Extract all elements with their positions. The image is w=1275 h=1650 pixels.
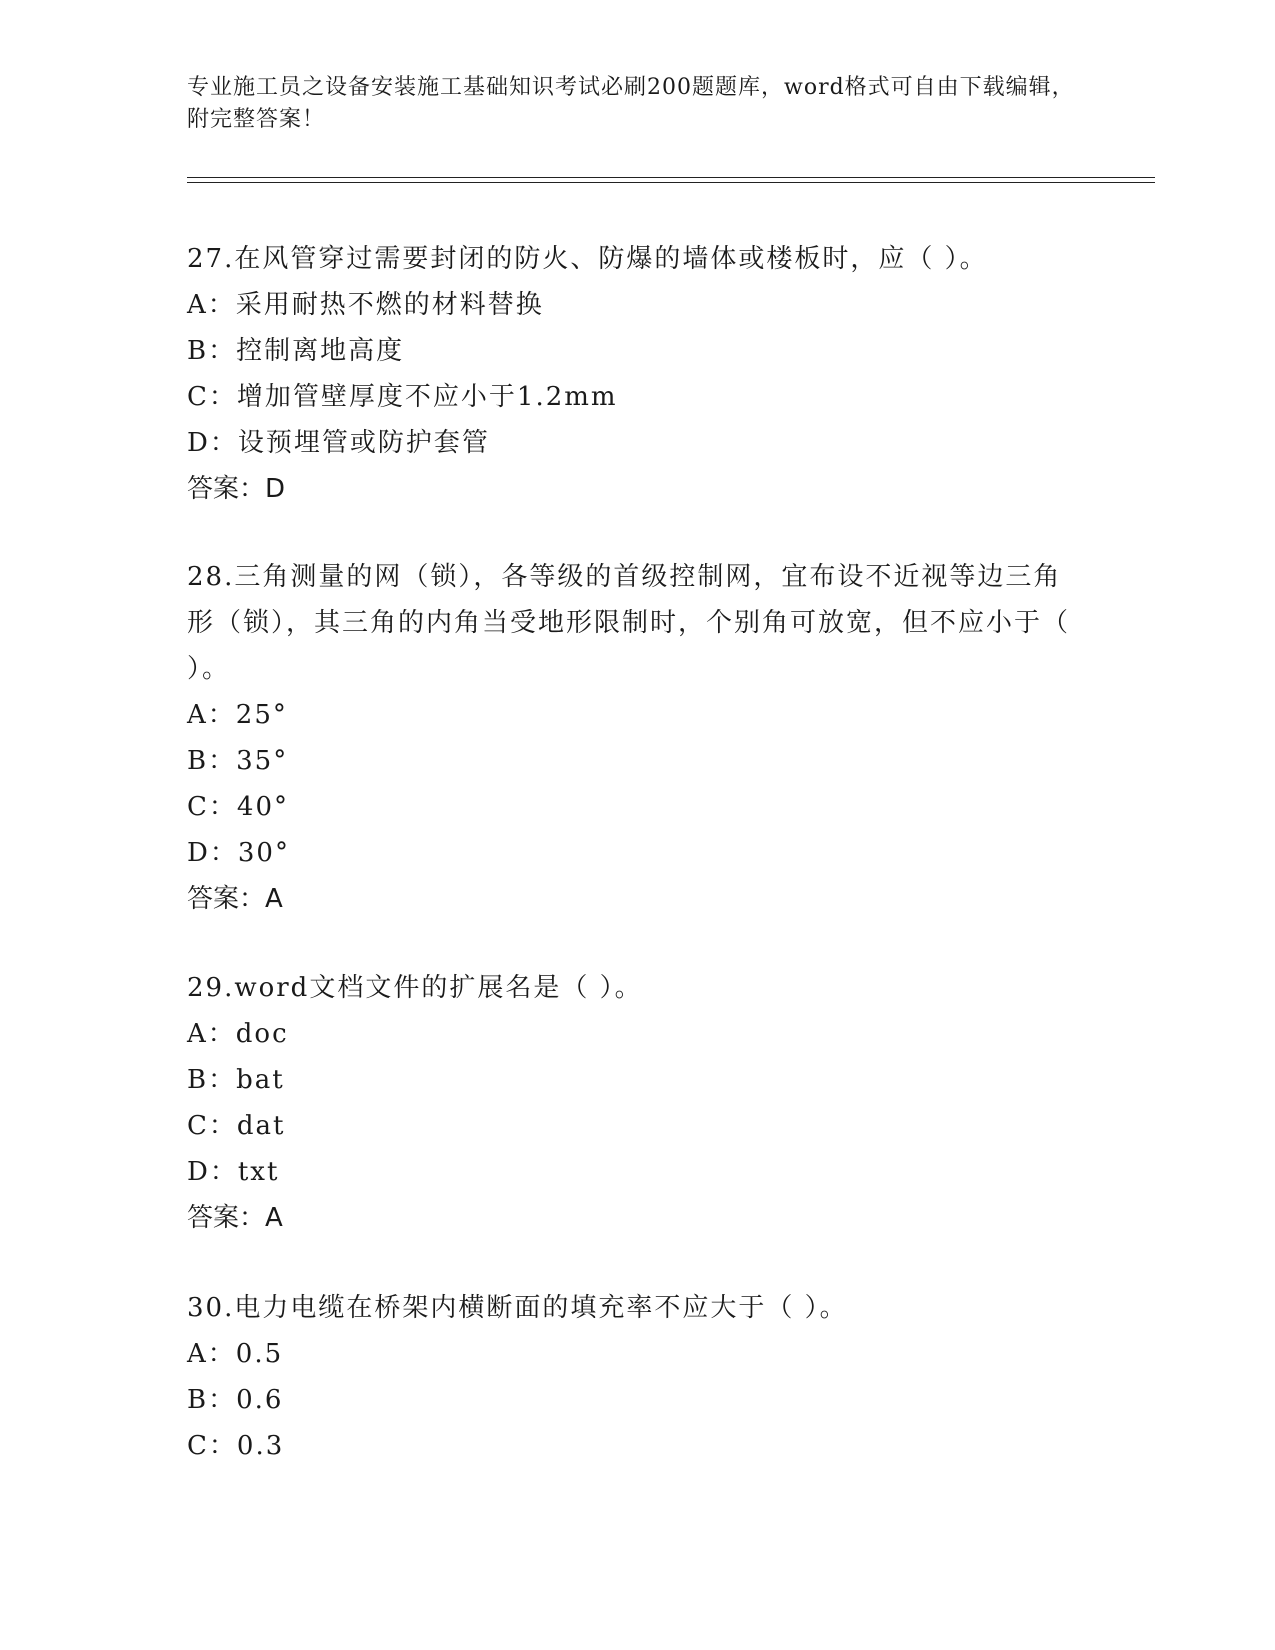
option-text: 35°: [236, 746, 289, 776]
option-b: [187, 738, 1087, 784]
option-text: txt: [237, 1157, 280, 1187]
document-header: 专业施工员之设备安装施工基础知识考试必刷200题题库，word格式可自由下载编辑，附完整答案！: [187, 75, 1075, 132]
question-28: [187, 554, 1087, 922]
option-c: [187, 374, 1087, 420]
answer-line: 答案：D: [187, 474, 286, 504]
option-label: A：: [187, 1339, 236, 1369]
option-label: B：: [187, 336, 237, 366]
option-text: 30°: [237, 838, 290, 868]
option-label: C：: [187, 1111, 237, 1141]
option-text: bat: [236, 1065, 285, 1095]
option-text: 设预埋管或防护套管: [237, 428, 490, 458]
option-text: 40°: [236, 792, 289, 822]
option-c: [187, 1423, 1087, 1469]
option-label: B：: [187, 746, 237, 776]
option-text: 采用耐热不燃的材料替换: [235, 290, 544, 320]
option-label: A：: [187, 700, 236, 730]
option-text: 控制离地高度: [236, 336, 405, 366]
question-30: [187, 1285, 1087, 1469]
option-b: [187, 328, 1087, 374]
option-a: [187, 1331, 1087, 1377]
option-c: [187, 1103, 1087, 1149]
answer-line: 答案：A: [187, 1203, 283, 1233]
option-label: A：: [187, 1019, 236, 1049]
option-label: D：: [187, 428, 238, 458]
option-a: [187, 1011, 1087, 1057]
option-text: dat: [236, 1111, 286, 1141]
option-text: doc: [235, 1019, 289, 1049]
option-label: D：: [187, 838, 238, 868]
option-d: [187, 830, 1087, 876]
option-label: B：: [187, 1065, 237, 1095]
option-label: C：: [187, 792, 237, 822]
option-text: 0.3: [236, 1431, 285, 1461]
header-rule-bottom: [187, 182, 1155, 183]
question-text: 28.三角测量的网（锁），各等级的首级控制网，宜布设不近视等边三角形（锁），其三角的内角当受地形限制时，个别角可放宽，但不应小于（ ）。: [187, 562, 1071, 684]
option-text: 0.6: [236, 1385, 284, 1415]
question-27: [187, 236, 1087, 512]
question-text: 30.电力电缆在桥架内横断面的填充率不应大于（ ）。: [187, 1293, 848, 1323]
option-label: C：: [187, 1431, 237, 1461]
option-b: [187, 1377, 1087, 1423]
option-text: 25°: [235, 700, 288, 730]
option-b: [187, 1057, 1087, 1103]
option-a: [187, 692, 1087, 738]
option-text: 增加管壁厚度不应小于1.2mm: [236, 382, 618, 412]
option-label: D：: [187, 1157, 238, 1187]
option-label: C：: [187, 382, 237, 412]
answer-line: 答案：A: [187, 884, 283, 914]
option-label: A：: [187, 290, 236, 320]
option-label: B：: [187, 1385, 237, 1415]
option-d: [187, 420, 1087, 466]
option-d: [187, 1149, 1087, 1195]
question-text: 27.在风管穿过需要封闭的防火、防爆的墙体或楼板时，应（ ）。: [187, 244, 988, 274]
option-a: [187, 282, 1087, 328]
option-text: 0.5: [235, 1339, 284, 1369]
question-29: [187, 965, 1087, 1241]
option-c: [187, 784, 1087, 830]
header-rule-top: [187, 177, 1155, 178]
question-text: 29.word文档文件的扩展名是（ ）。: [187, 973, 643, 1003]
